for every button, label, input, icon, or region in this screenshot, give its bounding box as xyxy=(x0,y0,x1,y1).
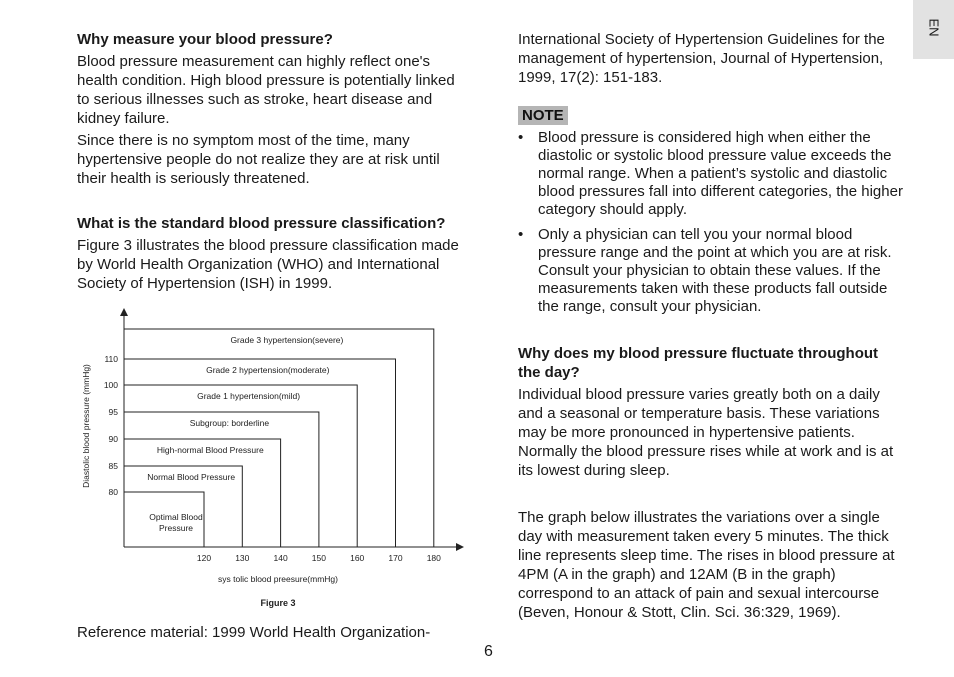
figure-caption: Figure 3 xyxy=(260,598,296,608)
y-tick-label: 110 xyxy=(104,354,118,364)
x-tick-label: 170 xyxy=(388,553,403,563)
category-label: High-normal Blood Pressure xyxy=(156,445,264,455)
y-tick-label: 100 xyxy=(103,380,118,390)
paragraph-graph-info: The graph below illustrates the variations over a single day with measurement taken every 5 minutes. The thick line represents sleep time. The rises in blood pressure at 4PM (A in the graph) and 12AM (B in the graph) correspond to an attack of pain and sexual intercourse (Beven, Honour & Stott, Clin. Sci. 36:329, 1969). xyxy=(518,509,895,621)
note-item xyxy=(518,226,903,316)
x-axis-arrow-icon xyxy=(456,543,464,551)
note-badge: NOTE xyxy=(518,106,568,125)
right-column xyxy=(518,30,903,622)
x-tick-label: 120 xyxy=(196,553,212,563)
language-tab xyxy=(913,0,954,59)
x-tick-label: 160 xyxy=(350,553,365,563)
paragraph-no-symptom: Since there is no symptom most of the time, many hypertensive people do not realize they are at risk until their health is seriously threatened. xyxy=(77,132,440,187)
x-axis-title: sys tolic blood preesure(mmHg) xyxy=(218,574,338,584)
page-number: 6 xyxy=(484,643,493,660)
paragraph-figure-intro: Figure 3 illustrates the blood pressure classification made by World Health Organization (WHO) and International Society of Hypertension (ISH) in 1999. xyxy=(77,237,459,292)
heading-fluctuate: Why does my blood pressure fluctuate throughout the day? xyxy=(518,345,879,381)
category-label: Normal Blood Pressure xyxy=(147,472,236,482)
heading-why-measure: Why measure your blood pressure? xyxy=(77,31,333,48)
y-axis-title: Diastolic blood pressure (mmHg) xyxy=(81,364,91,488)
heading-classification: What is the standard blood pressure classification? xyxy=(77,215,446,232)
category-label: Grade 3 hypertension(severe) xyxy=(230,335,344,345)
category-boundary xyxy=(124,439,281,547)
note-text: Blood pressure is considered high when either the diastolic or systolic blood pressure value exceeds the normal range. When a patient’s systolic and diastolic blood pressures fall into different categories, the higher category should apply. xyxy=(538,129,903,218)
x-tick-label: 180 xyxy=(426,553,441,563)
paragraph-measurement: Blood pressure measurement can highly reflect one's health condition. High blood pressure is potentially linked to serious illnesses such as stroke, heart disease and kidney failure. xyxy=(77,53,455,127)
x-tick-label: 150 xyxy=(311,553,326,563)
note-list xyxy=(518,129,903,316)
category-label: Optimal Blood xyxy=(149,512,203,522)
category-label: Grade 2 hypertension(moderate) xyxy=(206,365,330,375)
reference-text: Reference material: 1999 World Health Organization- xyxy=(77,624,431,641)
y-tick-label: 90 xyxy=(108,434,118,444)
category-label: Grade 1 hypertension(mild) xyxy=(197,391,301,401)
y-axis-arrow-icon xyxy=(120,308,128,316)
category-label: Subgroup: borderline xyxy=(189,418,270,428)
bullet-icon: • xyxy=(518,129,524,146)
paragraph-variation: Individual blood pressure varies greatly both on a daily and a seasonal or temperature basis. These variations may be more pronounced in hypertensive patients. Normally the blood pressure rises while at work and is at its lowest during sleep. xyxy=(518,386,894,479)
category-label: Pressure xyxy=(158,523,194,533)
note-text: Only a physician can tell you your normal blood pressure range and the point at which you are at risk. Consult your physician to obtain these values. If the measurements taken with these products fall outside the range, consult your physician. xyxy=(538,226,892,315)
paragraph-guidelines: International Society of Hypertension Guidelines for the management of hypertension, Journal of Hypertension, 1999, 17(2): 151-183. xyxy=(518,31,885,86)
x-tick-label: 140 xyxy=(273,553,288,563)
classification-chart xyxy=(76,304,466,614)
y-tick-label: 80 xyxy=(108,487,118,497)
y-tick-label: 85 xyxy=(108,461,118,471)
note-item xyxy=(518,129,903,219)
language-tab-label: EN xyxy=(926,18,942,37)
left-column xyxy=(77,30,462,293)
bullet-icon: • xyxy=(518,226,524,243)
y-tick-label: 95 xyxy=(108,407,118,417)
x-tick-label: 130 xyxy=(235,553,250,563)
